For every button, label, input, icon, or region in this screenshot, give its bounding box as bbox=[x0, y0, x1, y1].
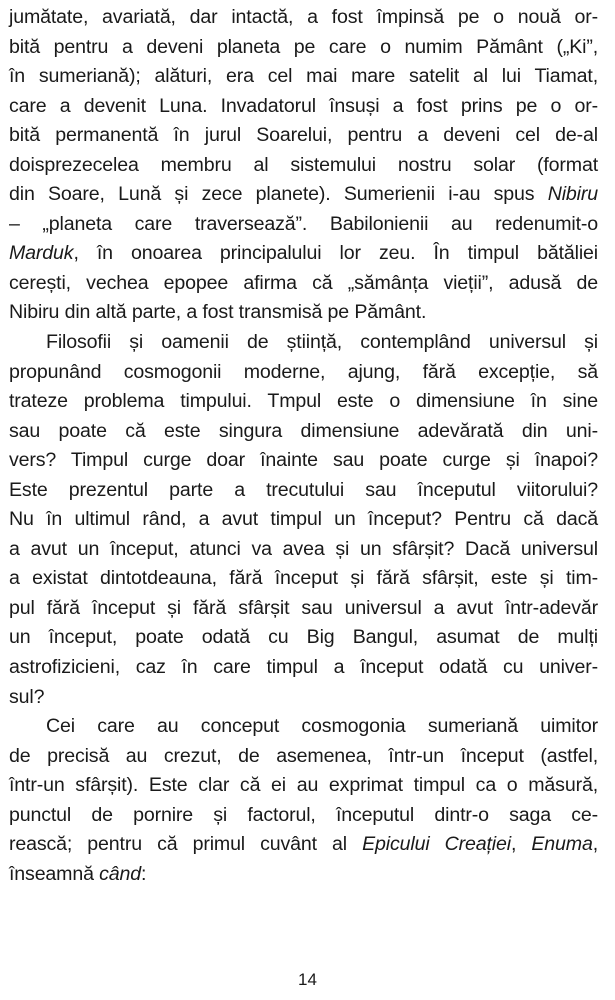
text-line: de precisă au crezut, de asemenea, într-un început (astfel, bbox=[9, 744, 598, 767]
text-line: – „planeta care traversează”. Babilonienii au redenumit-o bbox=[9, 212, 598, 235]
text-line: punctul de pornire și factorul, începutul dintr-o saga ce- bbox=[9, 803, 598, 826]
italic-term: Enuma bbox=[531, 833, 593, 856]
text-line: astrofizicieni, caz în care timpul a început odată cu univer- bbox=[9, 656, 598, 679]
text-line: înseamnă când: bbox=[9, 862, 147, 885]
text-line: Este prezentul parte a trecutului sau începutul viitorului? bbox=[9, 478, 598, 501]
page-number: 14 bbox=[298, 970, 317, 989]
italic-term: când bbox=[99, 862, 142, 885]
text-line: propunând cosmogonii moderne, ajung, fără excepție, să bbox=[9, 360, 598, 383]
text-line: Nibiru din altă parte, a fost transmisă pe Pământ. bbox=[9, 301, 427, 324]
paragraph bbox=[9, 712, 598, 889]
italic-term: Marduk bbox=[9, 242, 74, 265]
italic-term: Nibiru bbox=[547, 183, 598, 206]
text-line: Cei care au conceput cosmogonia sumeriană uimitor bbox=[46, 715, 598, 738]
text-line: din Soare, Lună și zece planete). Sumerienii i-au spus Nibiru bbox=[9, 183, 598, 206]
book-page-text bbox=[9, 3, 598, 889]
text-line: Filosofii și oamenii de știință, contemplând universul și bbox=[46, 331, 598, 354]
text-line: sau poate că este singura dimensiune adevărată din uni- bbox=[9, 419, 598, 442]
text-line: Marduk, în onoarea principalului lor zeu. În timpul bătăliei bbox=[9, 242, 598, 265]
text-line: doisprezecelea membru al sistemului nostru solar (format bbox=[9, 153, 598, 176]
text-line: rească; pentru că primul cuvânt al Epicului Creației, Enuma, bbox=[9, 833, 598, 856]
paragraph bbox=[9, 3, 598, 328]
paragraph bbox=[9, 328, 598, 712]
text-line: bită permanentă în jurul Soarelui, pentru a deveni cel de-al bbox=[9, 124, 598, 147]
text-line: pul fără început și fără sfârșit sau universul a avut într-adevăr bbox=[9, 596, 598, 619]
text-line: sul? bbox=[9, 685, 45, 708]
text-line: vers? Timpul curge doar înainte sau poate curge și înapoi? bbox=[9, 449, 598, 472]
text-line: în sumeriană); alături, era cel mai mare satelit al lui Tiamat, bbox=[9, 65, 598, 88]
text-line: jumătate, avariată, dar intactă, a fost împinsă pe o nouă or- bbox=[9, 6, 598, 28]
text-line: cerești, vechea epopee afirma că „sămânța vieții”, adusă de bbox=[9, 271, 598, 294]
text-line: care a devenit Luna. Invadatorul însuși a fost prins pe o or- bbox=[9, 94, 598, 117]
text-line: într-un sfârșit). Este clar că ei au exprimat timpul ca o măsură, bbox=[9, 774, 598, 797]
italic-term: Epicului Creației bbox=[362, 833, 511, 856]
text-line: a existat dintotdeauna, fără început și fără sfârșit, este și tim- bbox=[9, 567, 598, 590]
text-line: un început, poate odată cu Big Bangul, asumat de mulți bbox=[9, 626, 598, 649]
text-line: a avut un început, atunci va avea și un sfârșit? Dacă universul bbox=[9, 537, 598, 560]
text-line: bită pentru a deveni planeta pe care o numim Pământ („Ki”, bbox=[9, 35, 598, 58]
text-line: trateze problema timpului. Tmpul este o dimensiune în sine bbox=[9, 390, 598, 413]
text-line: Nu în ultimul rând, a avut timpul un început? Pentru că dacă bbox=[9, 508, 598, 531]
